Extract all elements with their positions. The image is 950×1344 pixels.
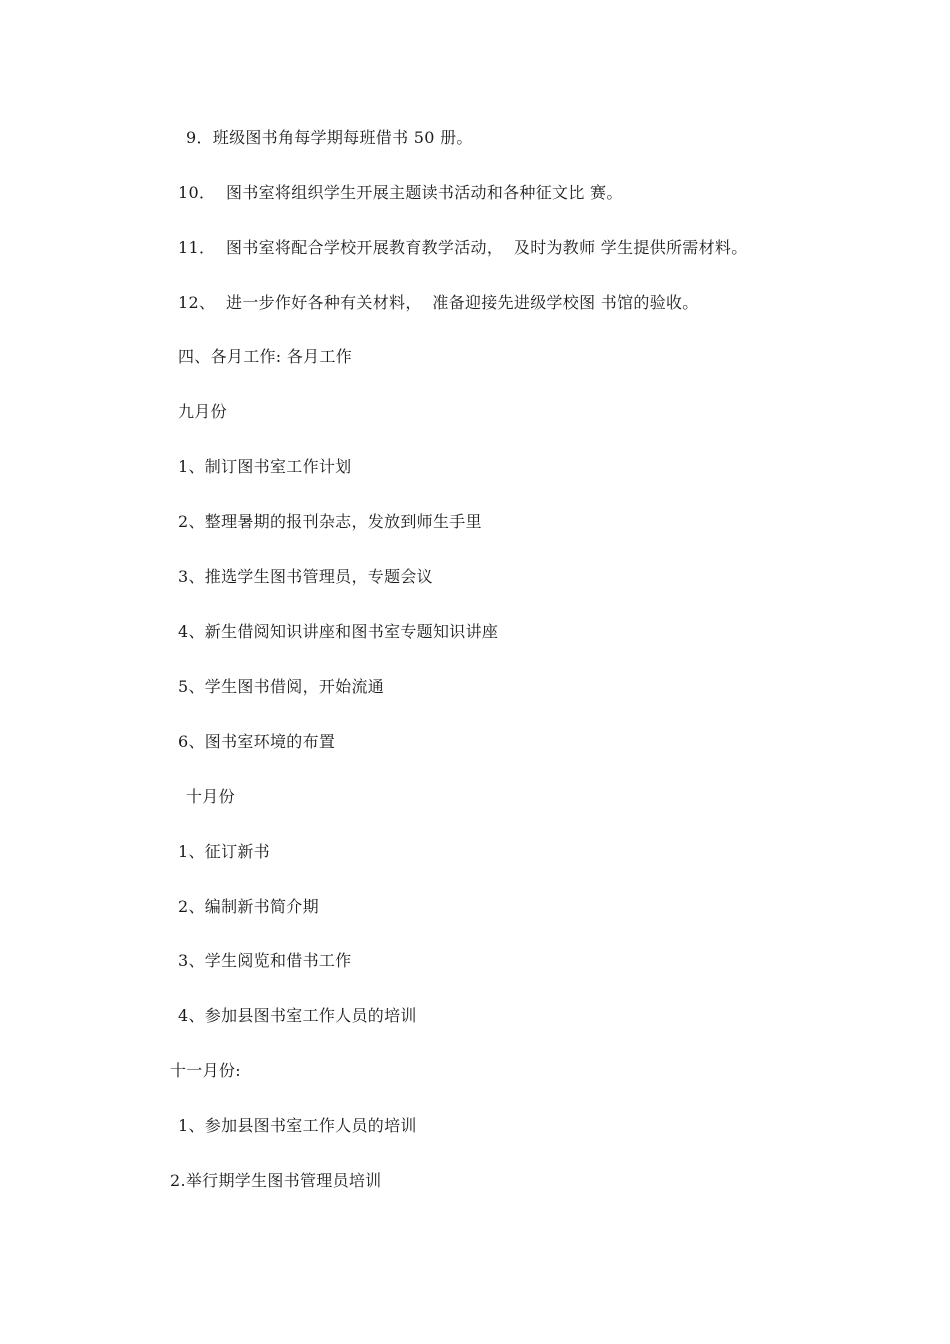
september-item-6: 6、图书室环境的布置 — [178, 732, 336, 751]
october-item-2: 2、编制新书简介期 — [178, 897, 319, 916]
item-9-class-book-corner: 9．班级图书角每学期每班借书 50 册。 — [186, 128, 473, 147]
september-item-2: 2、整理暑期的报刊杂志，发放到师生手里 — [178, 512, 482, 531]
month-october-heading: 十月份 — [186, 787, 235, 806]
november-item-1: 1、参加县图书室工作人员的培训 — [178, 1116, 417, 1135]
september-item-4: 4、新生借阅知识讲座和图书室专题知识讲座 — [178, 622, 499, 641]
october-item-4: 4、参加县图书室工作人员的培训 — [178, 1006, 417, 1025]
october-item-1: 1、征订新书 — [178, 842, 270, 861]
item-12-inspection-preparation: 12、 进一步作好各种有关材料， 准备迎接先进级学校图 书馆的验收。 — [178, 293, 699, 312]
november-item-2: 2.举行期学生图书管理员培训 — [170, 1171, 382, 1190]
month-september-heading: 九月份 — [178, 402, 227, 421]
item-11-teaching-support: 11． 图书室将配合学校开展教育教学活动， 及时为教师 学生提供所需材料。 — [178, 238, 748, 257]
september-item-3: 3、推选学生图书管理员，专题会议 — [178, 567, 433, 586]
item-10-reading-activities: 10． 图书室将组织学生开展主题读书活动和各种征文比 赛。 — [178, 183, 623, 202]
september-item-5: 5、学生图书借阅，开始流通 — [178, 677, 385, 696]
september-item-1: 1、制订图书室工作计划 — [178, 457, 352, 476]
october-item-3: 3、学生阅览和借书工作 — [178, 951, 352, 970]
section-monthly-work-heading: 四、各月工作: 各月工作 — [178, 347, 353, 366]
month-november-heading: 十一月份: — [170, 1061, 241, 1080]
